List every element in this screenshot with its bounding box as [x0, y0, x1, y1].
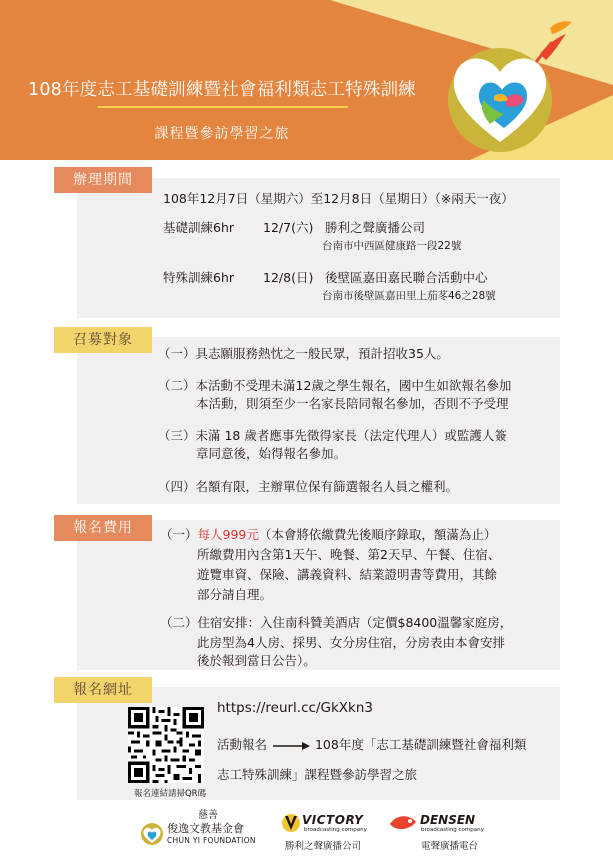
- densen-sub: broadcasting company: [421, 827, 484, 833]
- chunyi-heart-icon: [140, 820, 164, 846]
- signup-tag: 報名網址: [54, 677, 152, 703]
- qr-code[interactable]: [128, 707, 204, 783]
- period-date-line: 108年12月7日（星期六）至12月8日（星期日）（※兩天一夜）: [163, 191, 514, 206]
- recruit-item-3a: （三）未滿 18 歲者應事先徵得家長（法定代理人）或監護人簽: [158, 428, 507, 443]
- signup-event-title: 108年度「志工基礎訓練暨社會福利類: [314, 737, 527, 752]
- chunyi-foundation-logo: [140, 806, 275, 852]
- fee-item-1c: 遊覽車資、保險、講義資料、結業證明書等費用，其餘: [197, 567, 498, 582]
- fee-item-2b: 此房型為4人房、採男、女分房住宿，分房表由本會安排: [197, 635, 505, 650]
- victory-name: 勝利之聲廣播公司: [285, 841, 362, 852]
- row1-address: 台南市中西區健康路一段22號: [322, 240, 462, 252]
- row2-address: 台南市後壁區嘉田里上茄苳46之28號: [322, 290, 496, 302]
- arrow-right-icon: [271, 741, 311, 751]
- signup-url-link[interactable]: https://reurl.cc/GkXkn3: [217, 700, 373, 716]
- header-banner: [0, 0, 613, 160]
- fee-item-1d: 部分請自理。: [197, 587, 273, 602]
- fee-item-1: [160, 526, 496, 544]
- signup-line-2: [217, 736, 526, 754]
- period-tag: 辦理期間: [54, 167, 152, 193]
- page-subtitle: 課程暨參訪學習之旅: [154, 126, 290, 142]
- victory-sub: broadcasting company: [304, 827, 367, 833]
- fee-price: 每人999元: [197, 527, 259, 542]
- qr-caption: 報名連結請掃QR碼: [133, 789, 207, 799]
- recruit-item-1: （一）具志願服務熱忱之一般民眾，預計招收35人。: [158, 346, 449, 361]
- heart-logo-icon: [432, 14, 582, 154]
- fee-item-1-prefix: （一）: [160, 527, 198, 542]
- org1-name: 俊逸文教基金會: [167, 822, 244, 835]
- recruit-item-2a: （二）本活動不受理未滿12歲之學生報名，國中生如欲報名參加: [158, 378, 512, 393]
- victory-brand: VICTORY: [302, 813, 364, 827]
- row1-label: 基礎訓練6hr: [163, 220, 235, 235]
- fee-item-1b: 所繳費用內含第1天午、晚餐、第2天早、午餐、住宿、: [197, 547, 501, 562]
- row1-date: 12/7(六): [263, 220, 314, 235]
- signup-prefix: 活動報名: [217, 737, 268, 752]
- densen-name: 電聲廣播電台: [421, 841, 479, 852]
- page-title: 108年度志工基礎訓練暨社會福利類志工特殊訓練: [27, 80, 416, 100]
- recruit-item-2b: 本活動，則須至少一名家長陪同報名參加，否則不予受理: [196, 396, 509, 411]
- victory-logo: [282, 812, 382, 852]
- fee-item-1-rest: （本會將依繳費先後順序錄取，額滿為止）: [258, 527, 497, 542]
- org1-top: 慈善: [198, 810, 218, 821]
- row2-label: 特殊訓練6hr: [163, 270, 235, 285]
- recruit-item-4: （四）名額有限，主辦單位保有篩選報名人員之權利。: [158, 479, 459, 494]
- fee-item-2a: （二）住宿安排：入住南科贊美酒店（定價$8400溫馨家庭房，: [160, 615, 513, 630]
- recruit-item-3b: 章同意後，始得報名參加。: [196, 446, 347, 461]
- signup-line-3: 志工特殊訓練」課程暨參訪學習之旅: [217, 767, 418, 782]
- recruit-tag: 召募對象: [54, 327, 152, 353]
- row2-place: 後壁區嘉田嘉民聯合活動中心: [325, 270, 488, 285]
- victory-v-icon: [282, 812, 300, 834]
- densen-logo: [388, 812, 493, 852]
- row1-place: 勝利之聲廣播公司: [325, 220, 426, 235]
- fee-tag: 報名費用: [54, 515, 152, 541]
- row2-date: 12/8(日): [263, 270, 314, 285]
- title-divider: [98, 106, 348, 108]
- densen-fish-icon: [388, 812, 418, 834]
- org1-english-name: CHUN YI FOUNDATION: [167, 836, 256, 845]
- fee-item-2c: 後於報到當日公告）。: [197, 653, 316, 668]
- densen-brand: DENSEN: [420, 813, 476, 827]
